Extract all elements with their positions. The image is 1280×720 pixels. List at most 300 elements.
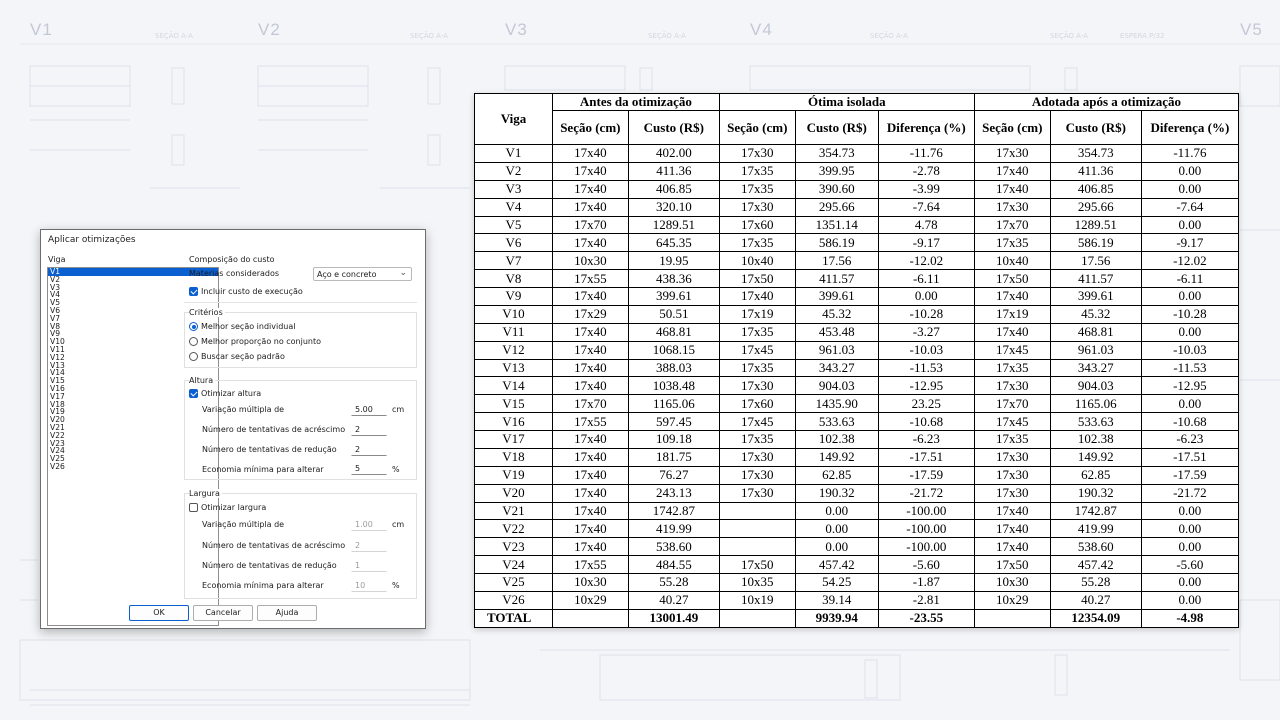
cell-section-adopted: 17x45	[974, 341, 1050, 359]
bg-section-label: SEÇÃO A-A	[648, 32, 686, 40]
cell-section-adopted: 17x30	[974, 466, 1050, 484]
cell-section-optimal: 17x30	[719, 198, 795, 216]
width-increase-tries-input[interactable]: 2	[351, 539, 387, 552]
header-cost: Custo (R$)	[795, 111, 878, 145]
viga-list-item[interactable]: V14	[50, 368, 65, 378]
criteria-option-label[interactable]: Melhor seção individual	[201, 322, 296, 331]
cell-cost-adopted: 1742.87	[1050, 502, 1141, 520]
cell-diff-adopted: -10.28	[1141, 305, 1238, 323]
cell-diff-optimal: -9.17	[878, 234, 974, 252]
viga-list-item[interactable]: V15	[50, 376, 65, 386]
materials-select[interactable]	[313, 267, 412, 281]
cell-cost-before: 1165.06	[628, 395, 719, 413]
cell-section-before: 17x40	[552, 162, 628, 180]
cell-cost-optimal: 45.32	[795, 305, 878, 323]
cell-viga: V7	[475, 252, 553, 270]
viga-list-item[interactable]: V18	[50, 399, 65, 409]
cell-cost-adopted: 1165.06	[1050, 395, 1141, 413]
width-min-economy-label: Economia mínima para alterar	[202, 581, 324, 590]
cell-viga: V13	[475, 359, 553, 377]
cell-cost-before: 406.85	[628, 180, 719, 198]
table-row	[475, 305, 1239, 323]
cell-section-before: 17x70	[552, 216, 628, 234]
cell-cost-adopted: 295.66	[1050, 198, 1141, 216]
cell-section-adopted: 17x30	[974, 198, 1050, 216]
cell-diff-optimal: -10.03	[878, 341, 974, 359]
cell-section-before: 17x29	[552, 305, 628, 323]
cell-diff-adopted: 0.00	[1141, 216, 1238, 234]
cell-diff-optimal: -10.28	[878, 305, 974, 323]
cell-diff-adopted: 0.00	[1141, 591, 1238, 609]
cell-cost-optimal: 102.38	[795, 431, 878, 449]
table-row	[475, 162, 1239, 180]
cell-diff-optimal: -6.23	[878, 431, 974, 449]
criteria-option-label[interactable]: Buscar seção padrão	[201, 352, 285, 361]
cell-section-before: 17x40	[552, 538, 628, 556]
viga-list-item[interactable]: V26	[50, 461, 65, 471]
width-variation-unit: cm	[392, 520, 405, 529]
width-variation-label: Variação múltipla de	[202, 520, 285, 529]
cell-cost-before: 1742.87	[628, 502, 719, 520]
cell-section-optimal: 17x35	[719, 180, 795, 198]
viga-list-item[interactable]: V13	[50, 360, 65, 370]
cell-section-optimal: 17x30	[719, 377, 795, 395]
viga-list-item[interactable]: V3	[50, 282, 61, 292]
cell-diff-optimal: -6.11	[878, 270, 974, 288]
cell-diff-adopted: -21.72	[1141, 484, 1238, 502]
cell-section-adopted: 17x40	[974, 162, 1050, 180]
cell-diff-optimal: -100.00	[878, 538, 974, 556]
cell-section-adopted: 17x30	[974, 448, 1050, 466]
cell-cost-before: 538.60	[628, 538, 719, 556]
dialog-title: Aplicar otimizações	[48, 235, 136, 245]
chevron-down-icon: ⌄	[399, 268, 407, 278]
cell-viga: V1	[475, 145, 553, 163]
cell-cost-before: 468.81	[628, 323, 719, 341]
optimize-height-checkbox[interactable]	[189, 389, 198, 398]
total-section-adopted	[974, 609, 1050, 627]
bg-section-label: SEÇÃO A-A	[1050, 32, 1088, 40]
cell-cost-before: 19.95	[628, 252, 719, 270]
cell-diff-adopted: 0.00	[1141, 520, 1238, 538]
viga-list-item[interactable]: V5	[50, 298, 61, 308]
cell-viga: V25	[475, 574, 553, 592]
cell-diff-optimal: -3.99	[878, 180, 974, 198]
optimize-height-label[interactable]: Otimizar altura	[201, 389, 262, 398]
cell-cost-before: 243.13	[628, 484, 719, 502]
cell-section-adopted: 17x40	[974, 288, 1050, 306]
cell-viga: V19	[475, 466, 553, 484]
bg-label-v4: V4	[750, 20, 773, 39]
height-title: Altura	[189, 376, 214, 385]
cell-section-adopted: 10x40	[974, 252, 1050, 270]
cell-section-optimal: 17x50	[719, 556, 795, 574]
cell-diff-optimal: -2.78	[878, 162, 974, 180]
cell-cost-adopted: 190.32	[1050, 484, 1141, 502]
cell-viga: V17	[475, 431, 553, 449]
cell-section-optimal: 10x35	[719, 574, 795, 592]
cell-viga: V24	[475, 556, 553, 574]
cell-diff-optimal: -12.95	[878, 377, 974, 395]
optimization-results-table	[474, 93, 1239, 628]
cell-section-adopted: 10x29	[974, 591, 1050, 609]
total-section-before	[552, 609, 628, 627]
table-row	[475, 359, 1239, 377]
total-cost-adopted: 12354.09	[1050, 609, 1141, 627]
table-row	[475, 216, 1239, 234]
cell-diff-adopted: 0.00	[1141, 180, 1238, 198]
table-row	[475, 198, 1239, 216]
cell-section-optimal: 17x35	[719, 359, 795, 377]
cell-cost-before: 438.36	[628, 270, 719, 288]
cell-cost-before: 1038.48	[628, 377, 719, 395]
cell-viga: V3	[475, 180, 553, 198]
cell-section-optimal: 17x45	[719, 341, 795, 359]
cell-section-before: 10x30	[552, 252, 628, 270]
width-variation-input[interactable]: 1.00	[351, 518, 387, 531]
viga-list-item[interactable]: V7	[50, 313, 61, 323]
cell-section-optimal: 17x19	[719, 305, 795, 323]
cell-cost-before: 645.35	[628, 234, 719, 252]
cell-section-before: 17x40	[552, 520, 628, 538]
height-reduction-tries-label: Número de tentativas de redução	[202, 445, 337, 454]
cell-diff-optimal: -2.81	[878, 591, 974, 609]
cell-diff-adopted: 0.00	[1141, 323, 1238, 341]
cell-cost-adopted: 411.57	[1050, 270, 1141, 288]
total-cost-before: 13001.49	[628, 609, 719, 627]
cell-cost-adopted: 1289.51	[1050, 216, 1141, 234]
header-adopted: Adotada após a otimização	[974, 94, 1238, 111]
cell-section-before: 17x40	[552, 234, 628, 252]
cell-section-adopted: 17x30	[974, 484, 1050, 502]
cell-section-before: 10x30	[552, 574, 628, 592]
cell-section-optimal	[719, 520, 795, 538]
cell-cost-adopted: 586.19	[1050, 234, 1141, 252]
bg-section-label: SEÇÃO A-A	[870, 32, 908, 40]
cell-section-optimal: 17x35	[719, 323, 795, 341]
cell-diff-optimal: -100.00	[878, 502, 974, 520]
cell-cost-before: 109.18	[628, 431, 719, 449]
cell-diff-adopted: -7.64	[1141, 198, 1238, 216]
cell-viga: V23	[475, 538, 553, 556]
cell-diff-optimal: 23.25	[878, 395, 974, 413]
cell-diff-adopted: 0.00	[1141, 162, 1238, 180]
bg-section-label: SEÇÃO A-A	[410, 32, 448, 40]
viga-list-item[interactable]: V17	[50, 391, 65, 401]
cell-diff-adopted: -10.68	[1141, 413, 1238, 431]
header-section: Seção (cm)	[552, 111, 628, 145]
total-section-optimal	[719, 609, 795, 627]
height-increase-tries-input[interactable]: 2	[351, 423, 387, 436]
cell-section-before: 17x55	[552, 270, 628, 288]
viga-list-item[interactable]: V6	[50, 305, 61, 315]
table-row	[475, 574, 1239, 592]
include-execution-checkbox[interactable]	[189, 287, 198, 296]
cell-section-adopted: 10x30	[974, 574, 1050, 592]
cell-section-optimal: 17x30	[719, 466, 795, 484]
table-row	[475, 252, 1239, 270]
table-total-row	[475, 609, 1239, 627]
cell-cost-adopted: 17.56	[1050, 252, 1141, 270]
cell-section-optimal: 17x60	[719, 216, 795, 234]
table-row	[475, 556, 1239, 574]
cell-cost-adopted: 399.61	[1050, 288, 1141, 306]
cell-section-adopted: 17x19	[974, 305, 1050, 323]
cell-diff-adopted: 0.00	[1141, 574, 1238, 592]
cell-diff-optimal: -100.00	[878, 520, 974, 538]
cell-cost-before: 597.45	[628, 413, 719, 431]
header-difference: Diferença (%)	[1141, 111, 1238, 145]
height-min-economy-label: Economia mínima para alterar	[202, 465, 324, 474]
cell-viga: V21	[475, 502, 553, 520]
cell-cost-optimal: 343.27	[795, 359, 878, 377]
cell-section-adopted: 17x35	[974, 234, 1050, 252]
total-diff-adopted: -4.98	[1141, 609, 1238, 627]
cell-section-adopted: 17x35	[974, 431, 1050, 449]
header-viga: Viga	[475, 94, 553, 145]
cell-section-before: 17x40	[552, 377, 628, 395]
criteria-radio-standard-section[interactable]	[189, 352, 198, 361]
bg-section-label: ESPERA P/32	[1120, 32, 1165, 40]
width-reduction-tries-input[interactable]: 1	[351, 559, 387, 572]
cancel-button[interactable]: Cancelar	[193, 605, 253, 621]
cell-section-before: 17x40	[552, 448, 628, 466]
cell-cost-optimal: 17.56	[795, 252, 878, 270]
cell-cost-optimal: 453.48	[795, 323, 878, 341]
criteria-radio-best-proportion[interactable]	[189, 337, 198, 346]
cell-viga: V12	[475, 341, 553, 359]
cell-section-before: 17x40	[552, 341, 628, 359]
cell-cost-optimal: 0.00	[795, 520, 878, 538]
cell-section-before: 17x40	[552, 323, 628, 341]
cell-viga: V20	[475, 484, 553, 502]
cell-section-before: 10x29	[552, 591, 628, 609]
cell-cost-optimal: 390.60	[795, 180, 878, 198]
cell-viga: V22	[475, 520, 553, 538]
viga-list-item[interactable]: V12	[50, 352, 65, 362]
cell-section-before: 17x40	[552, 484, 628, 502]
header-difference: Diferença (%)	[878, 111, 974, 145]
cell-section-optimal: 17x30	[719, 484, 795, 502]
cell-viga: V6	[475, 234, 553, 252]
cell-diff-optimal: -17.59	[878, 466, 974, 484]
width-increase-tries-label: Número de tentativas de acréscimo	[202, 541, 346, 550]
table-row	[475, 538, 1239, 556]
cell-viga: V15	[475, 395, 553, 413]
cell-cost-optimal: 1435.90	[795, 395, 878, 413]
cell-section-before: 17x40	[552, 359, 628, 377]
viga-list-item[interactable]: V10	[50, 337, 65, 347]
height-reduction-tries-input[interactable]: 2	[351, 443, 387, 456]
table-body	[475, 145, 1239, 628]
height-min-economy-unit: %	[392, 465, 400, 474]
height-min-economy-input[interactable]: 5	[351, 462, 387, 475]
table-row	[475, 270, 1239, 288]
cell-diff-adopted: -11.53	[1141, 359, 1238, 377]
bg-section-label: SEÇÃO A-A	[155, 32, 193, 40]
cell-section-adopted: 17x70	[974, 216, 1050, 234]
help-button[interactable]: Ajuda	[257, 605, 317, 621]
cell-diff-optimal: -17.51	[878, 448, 974, 466]
cell-diff-adopted: -6.23	[1141, 431, 1238, 449]
cell-cost-optimal: 39.14	[795, 591, 878, 609]
cell-cost-before: 1068.15	[628, 341, 719, 359]
table-row	[475, 431, 1239, 449]
cell-section-adopted: 17x40	[974, 323, 1050, 341]
cell-cost-optimal: 62.85	[795, 466, 878, 484]
cell-cost-optimal: 399.61	[795, 288, 878, 306]
cell-cost-before: 181.75	[628, 448, 719, 466]
height-variation-input[interactable]: 5.00	[351, 403, 387, 416]
height-variation-label: Variação múltipla de	[202, 405, 285, 414]
viga-list-item[interactable]: V9	[50, 329, 61, 339]
cell-viga: V26	[475, 591, 553, 609]
table-row	[475, 591, 1239, 609]
cell-cost-optimal: 961.03	[795, 341, 878, 359]
table-row	[475, 180, 1239, 198]
table-row	[475, 377, 1239, 395]
header-section: Seção (cm)	[974, 111, 1050, 145]
cell-cost-adopted: 411.36	[1050, 162, 1141, 180]
cell-section-before: 17x40	[552, 145, 628, 163]
table-row	[475, 502, 1239, 520]
cell-cost-before: 399.61	[628, 288, 719, 306]
viga-list-item[interactable]: V23	[50, 438, 65, 448]
cell-section-adopted: 17x70	[974, 395, 1050, 413]
ok-button[interactable]: OK	[129, 605, 189, 621]
cell-section-before: 17x40	[552, 431, 628, 449]
cell-section-adopted: 17x35	[974, 359, 1050, 377]
cell-cost-adopted: 419.99	[1050, 520, 1141, 538]
table-row	[475, 413, 1239, 431]
cell-section-before: 17x40	[552, 502, 628, 520]
cell-cost-optimal: 54.25	[795, 574, 878, 592]
viga-list-item[interactable]: V24	[50, 446, 65, 456]
cell-section-adopted: 17x40	[974, 180, 1050, 198]
cell-section-optimal: 17x45	[719, 413, 795, 431]
cell-section-optimal: 17x35	[719, 162, 795, 180]
cell-cost-adopted: 961.03	[1050, 341, 1141, 359]
table-row	[475, 288, 1239, 306]
cell-section-optimal: 17x30	[719, 448, 795, 466]
cell-cost-before: 411.36	[628, 162, 719, 180]
viga-list-item[interactable]: V4	[50, 290, 61, 300]
header-cost: Custo (R$)	[628, 111, 719, 145]
viga-list-item[interactable]: V16	[50, 383, 65, 393]
table-row	[475, 341, 1239, 359]
cell-diff-adopted: 0.00	[1141, 288, 1238, 306]
header-section: Seção (cm)	[719, 111, 795, 145]
materials-label: Materias considerados	[189, 269, 280, 278]
materials-value: Aço e concreto	[317, 270, 377, 279]
cell-section-before: 17x40	[552, 180, 628, 198]
cell-diff-adopted: 0.00	[1141, 502, 1238, 520]
height-increase-tries-label: Número de tentativas de acréscimo	[202, 425, 346, 434]
table-row	[475, 145, 1239, 163]
total-diff-optimal: -23.55	[878, 609, 974, 627]
cell-section-adopted: 17x30	[974, 145, 1050, 163]
viga-list-item[interactable]: V22	[50, 430, 65, 440]
bg-label-v5: V5	[1240, 20, 1263, 39]
cell-section-optimal	[719, 502, 795, 520]
cell-diff-optimal: -10.68	[878, 413, 974, 431]
cell-section-before: 17x55	[552, 556, 628, 574]
width-min-economy-input[interactable]: 10	[351, 579, 387, 592]
optimize-width-label[interactable]: Otimizar largura	[201, 503, 267, 512]
cell-diff-adopted: -9.17	[1141, 234, 1238, 252]
cell-section-adopted: 17x40	[974, 502, 1050, 520]
cell-cost-before: 388.03	[628, 359, 719, 377]
cell-cost-optimal: 149.92	[795, 448, 878, 466]
cell-section-optimal: 17x40	[719, 288, 795, 306]
criteria-radio-best-section[interactable]	[189, 322, 198, 331]
cell-diff-optimal: 0.00	[878, 288, 974, 306]
viga-list-item[interactable]: V11	[50, 344, 65, 354]
include-execution-label[interactable]: Incluir custo de execução	[201, 287, 303, 296]
cell-cost-adopted: 343.27	[1050, 359, 1141, 377]
cell-section-adopted: 17x40	[974, 538, 1050, 556]
viga-list-item[interactable]: V21	[50, 422, 65, 432]
cell-cost-optimal: 457.42	[795, 556, 878, 574]
optimize-width-checkbox[interactable]	[189, 503, 198, 512]
cell-section-before: 17x70	[552, 395, 628, 413]
cell-section-adopted: 17x45	[974, 413, 1050, 431]
criteria-title: Critérios	[189, 308, 223, 317]
cell-diff-adopted: -6.11	[1141, 270, 1238, 288]
viga-list-item[interactable]: V19	[50, 407, 65, 417]
cell-section-optimal: 10x19	[719, 591, 795, 609]
table-row	[475, 395, 1239, 413]
header-optimal-isolated: Ótima isolada	[719, 94, 974, 111]
cell-viga: V18	[475, 448, 553, 466]
cell-cost-adopted: 406.85	[1050, 180, 1141, 198]
header-before: Antes da otimização	[552, 94, 719, 111]
cell-viga: V11	[475, 323, 553, 341]
cell-section-before: 17x40	[552, 466, 628, 484]
viga-list-label: Viga	[48, 255, 66, 264]
cell-viga: V5	[475, 216, 553, 234]
cell-viga: V8	[475, 270, 553, 288]
bg-label-v3: V3	[505, 20, 528, 39]
apply-optimizations-dialog	[40, 229, 426, 629]
cell-diff-adopted: -12.95	[1141, 377, 1238, 395]
cell-viga: V10	[475, 305, 553, 323]
total-viga: TOTAL	[475, 609, 553, 627]
viga-list-item[interactable]: V2	[50, 274, 61, 284]
cell-diff-adopted: 0.00	[1141, 538, 1238, 556]
cell-diff-optimal: -21.72	[878, 484, 974, 502]
viga-list-item[interactable]: V8	[50, 321, 61, 331]
cell-diff-adopted: -17.59	[1141, 466, 1238, 484]
cell-cost-adopted: 45.32	[1050, 305, 1141, 323]
cell-cost-adopted: 102.38	[1050, 431, 1141, 449]
viga-list-item[interactable]: V25	[50, 454, 65, 464]
cell-viga: V4	[475, 198, 553, 216]
header-cost: Custo (R$)	[1050, 111, 1141, 145]
cell-cost-optimal: 1351.14	[795, 216, 878, 234]
cell-diff-optimal: -3.27	[878, 323, 974, 341]
cell-section-adopted: 17x30	[974, 377, 1050, 395]
cell-viga: V14	[475, 377, 553, 395]
viga-list-item[interactable]: V20	[50, 415, 65, 425]
cell-section-optimal: 17x35	[719, 431, 795, 449]
cell-section-optimal: 17x35	[719, 234, 795, 252]
cell-section-optimal: 10x40	[719, 252, 795, 270]
criteria-option-label[interactable]: Melhor proporção no conjunto	[201, 337, 322, 346]
viga-list-item[interactable]: V1	[48, 268, 218, 276]
cell-viga: V9	[475, 288, 553, 306]
cell-cost-adopted: 354.73	[1050, 145, 1141, 163]
